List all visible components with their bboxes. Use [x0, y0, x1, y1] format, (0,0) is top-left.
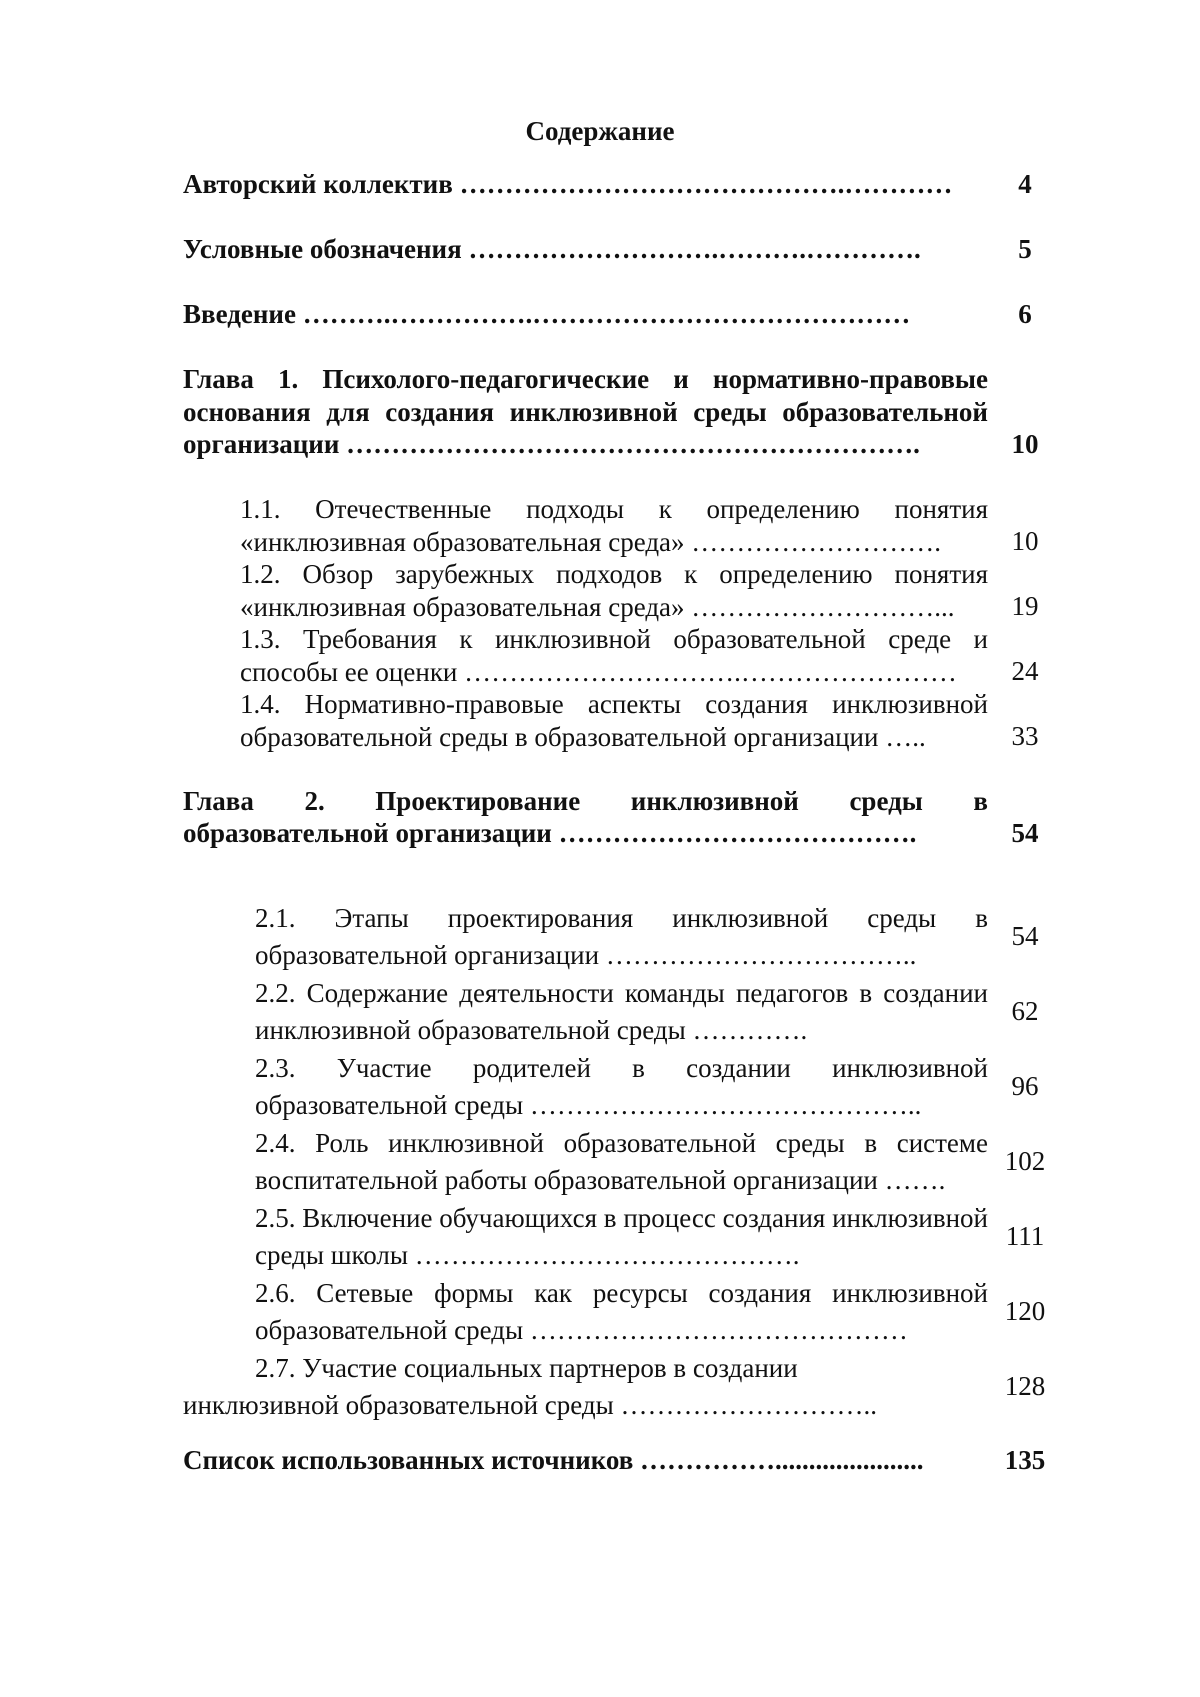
toc-entry-page: 6 [1018, 299, 1032, 329]
toc-entry-text: 2.1. Этапы проектирования инклюзивной среды в образовательной организации …………………………….. [255, 903, 988, 970]
toc-entry-text: 2.4. Роль инклюзивной образовательной среды в системе воспитательной работы образовательной организации ……. [255, 1128, 988, 1195]
toc-entry-page: 5 [1018, 234, 1032, 264]
toc-entry-text: 2.2. Содержание деятельности команды педагогов в создании инклюзивной образовательной среды …………. [255, 978, 988, 1045]
toc-entry-text: 1.4. Нормативно-правовые аспекты создания инклюзивной образовательной среды в образовательной организации ….. [240, 689, 988, 752]
toc-entry-page: 135 [1004, 1445, 1046, 1475]
toc-entry-text: 2.3. Участие родителей в создании инклюзивной образовательной среды …………………………………….. [255, 1053, 988, 1120]
toc-entry-text: 1.2. Обзор зарубежных подходов к определению понятия «инклюзивная образовательная среда» ………………………... [240, 559, 988, 622]
toc-entry-page: 54 [1011, 921, 1039, 951]
toc-entry-page: 111 [1005, 1221, 1045, 1251]
toc-entry-text: Авторский коллектив …………………………………….………… [183, 169, 953, 199]
toc-entry-text-line2: инклюзивной образовательной среды ……………………….. [183, 1390, 878, 1420]
toc-entry-text: 1.1. Отечественные подходы к определению понятия «инклюзивная образовательная среда» ………………………. [240, 494, 988, 557]
toc-entry-text-line2: образовательной организации …………………………………. [183, 818, 917, 848]
toc-entry-text: Глава 1. Психолого-педагогические и нормативно-правовые основания для создания инклюзивной среды образовательной организации ………………………………………………………. [183, 364, 988, 459]
page-title: Содержание [525, 116, 675, 146]
toc-entry-text: 1.3. Требования к инклюзивной образовательной среде и способы ее оценки ………………………….…………………… [240, 624, 988, 687]
toc-entry-page: 10 [1011, 429, 1039, 459]
toc-entry-text-line1: Глава 2. Проектирование инклюзивной среды в [183, 786, 988, 816]
toc-entry-page: 4 [1018, 169, 1032, 199]
toc-entry-text: Условные обозначения ……………………….……….…………. [183, 234, 921, 264]
toc-entry-page: 24 [1011, 656, 1039, 686]
toc-entry-page: 54 [1011, 818, 1039, 848]
toc-entry-page: 62 [1011, 996, 1039, 1026]
toc-entry-page: 10 [1011, 526, 1039, 556]
toc-entry-page: 102 [1004, 1146, 1046, 1176]
toc-entry-text-line1: 2.7. Участие социальных партнеров в создании [255, 1353, 798, 1383]
toc-entry-page: 19 [1011, 591, 1039, 621]
toc-entry-page: 96 [1011, 1071, 1039, 1101]
toc-entry-text: Список использованных источников ……………...................... [183, 1445, 924, 1475]
toc-entry-text: Введение ……….…………….…………………………………… [183, 299, 911, 329]
toc-entry-text: 2.6. Сетевые формы как ресурсы создания инклюзивной образовательной среды …………………………………… [255, 1278, 988, 1345]
toc-entry-page: 120 [1004, 1296, 1046, 1326]
toc-entry-text: 2.5. Включение обучающихся в процесс создания инклюзивной среды школы ……………………………………. [255, 1203, 988, 1270]
toc-entry-page: 33 [1011, 721, 1039, 751]
toc-entry-page: 128 [1004, 1371, 1046, 1401]
